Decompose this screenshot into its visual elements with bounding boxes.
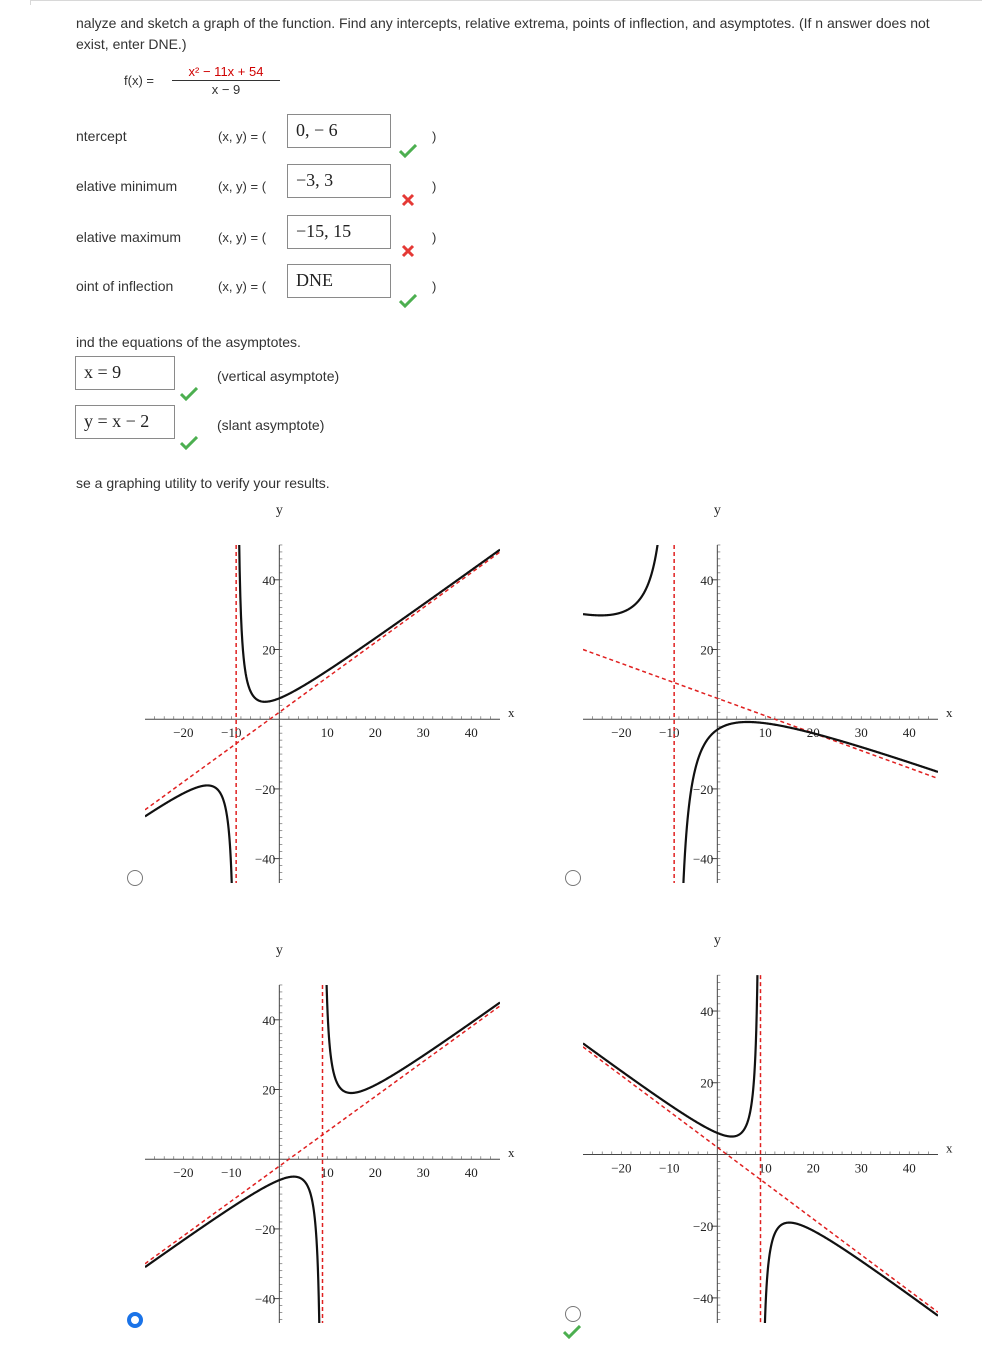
graph-option-c[interactable] [140, 938, 520, 1328]
asymptotes-prompt: ind the equations of the asymptotes. [76, 334, 301, 350]
row-label: ntercept [76, 128, 127, 144]
x-tick-label: 20 [368, 1165, 382, 1181]
y-tick-label: −20 [254, 1221, 276, 1237]
cross-icon [401, 193, 415, 207]
x-tick-label: −20 [173, 1165, 194, 1181]
check-icon [563, 1325, 581, 1339]
x-axis-label: x [946, 705, 953, 721]
y-tick-label: −20 [692, 781, 714, 797]
y-tick-label: −40 [254, 1291, 276, 1307]
frame-edge [30, 0, 982, 5]
x-tick-label: 40 [902, 725, 916, 741]
y-tick-label: 40 [262, 1012, 276, 1028]
x-tick-label: −20 [611, 725, 632, 741]
row-close-paren: ) [432, 279, 437, 294]
function-curve [236, 510, 500, 702]
row-xy-prefix: (x, y) = ( [218, 129, 267, 144]
x-tick-label: 40 [902, 1160, 916, 1176]
x-tick-label: −10 [221, 1165, 242, 1181]
y-tick-label: 40 [700, 1004, 714, 1020]
slant-asymptote-label: (slant asymptote) [217, 417, 325, 433]
function-label: f(x) = [124, 73, 154, 88]
cross-icon [401, 244, 415, 258]
function-numerator: x² − 11x + 54 [172, 64, 280, 81]
y-axis-label: y [275, 943, 283, 958]
y-axis-label: y [713, 933, 721, 948]
row-label: elative minimum [76, 178, 178, 194]
x-tick-label: 10 [320, 725, 334, 741]
radio-option-d[interactable] [565, 1306, 581, 1322]
answer-input[interactable]: −15, 15 [287, 215, 391, 249]
radio-option-a[interactable] [127, 870, 143, 886]
y-tick-label: 20 [262, 642, 276, 658]
x-tick-label: −20 [173, 725, 194, 741]
function-denominator: x − 9 [211, 82, 241, 97]
x-tick-label: 20 [806, 725, 820, 741]
function-curve [145, 1177, 322, 1328]
x-axis-label: x [508, 705, 515, 721]
question-prompt: nalyze and sketch a graph of the function. Find any intercepts, relative extrema, points of inflection, and asymptotes. (If n answer does not exist, enter DNE.) [76, 15, 930, 52]
row-xy-prefix: (x, y) = ( [218, 179, 267, 194]
graph-option-b[interactable] [578, 498, 958, 888]
y-tick-label: 20 [700, 1075, 714, 1091]
function-curve [761, 1223, 938, 1328]
check-icon [180, 436, 198, 450]
graph-option-a[interactable] [140, 498, 520, 888]
row-label: elative maximum [76, 229, 182, 245]
answer-input[interactable]: −3, 3 [287, 164, 391, 198]
y-axis-label: y [713, 503, 721, 518]
x-tick-label: −10 [221, 725, 242, 741]
slant-asymptote-line [583, 650, 938, 779]
y-tick-label: −40 [692, 851, 714, 867]
slant-asymptote-input[interactable]: y = x − 2 [75, 405, 175, 439]
check-icon [399, 294, 417, 308]
function-curve [323, 950, 500, 1093]
x-tick-label: 20 [806, 1160, 820, 1176]
x-tick-label: −20 [611, 1160, 632, 1176]
check-icon [399, 144, 417, 158]
x-tick-label: 30 [854, 725, 868, 741]
x-tick-label: 40 [464, 1165, 478, 1181]
answer-input[interactable]: 0, − 6 [287, 114, 391, 148]
radio-option-b[interactable] [565, 870, 581, 886]
x-tick-label: 10 [758, 1160, 772, 1176]
graph-option-d[interactable] [578, 928, 958, 1328]
check-icon [180, 387, 198, 401]
row-close-paren: ) [432, 179, 437, 194]
function-curve [674, 722, 938, 888]
x-tick-label: −10 [659, 725, 680, 741]
row-xy-prefix: (x, y) = ( [218, 279, 267, 294]
x-tick-label: 40 [464, 725, 478, 741]
y-tick-label: −40 [254, 851, 276, 867]
y-tick-label: 40 [262, 572, 276, 588]
y-tick-label: −40 [692, 1290, 714, 1306]
radio-option-c[interactable] [127, 1312, 143, 1328]
y-tick-label: −20 [692, 1219, 714, 1235]
verify-instruction: se a graphing utility to verify your results. [76, 475, 330, 491]
x-tick-label: 30 [416, 1165, 430, 1181]
x-tick-label: 10 [320, 1165, 334, 1181]
function-fraction [172, 64, 280, 97]
x-tick-label: 10 [758, 725, 772, 741]
answer-input[interactable]: DNE [287, 264, 391, 298]
slant-asymptote-line [145, 552, 500, 810]
y-tick-label: 20 [700, 642, 714, 658]
x-tick-label: −10 [659, 1160, 680, 1176]
vertical-asymptote-input[interactable]: x = 9 [75, 356, 175, 390]
function-curve [583, 510, 674, 615]
row-close-paren: ) [432, 230, 437, 245]
x-tick-label: 20 [368, 725, 382, 741]
x-axis-label: x [508, 1145, 515, 1161]
row-label: oint of inflection [76, 278, 174, 294]
y-tick-label: −20 [254, 781, 276, 797]
y-tick-label: 20 [262, 1082, 276, 1098]
function-curve [583, 939, 760, 1136]
row-close-paren: ) [432, 129, 437, 144]
x-tick-label: 30 [854, 1160, 868, 1176]
y-tick-label: 40 [700, 572, 714, 588]
vertical-asymptote-label: (vertical asymptote) [217, 368, 340, 384]
x-tick-label: 30 [416, 725, 430, 741]
x-axis-label: x [946, 1140, 953, 1156]
y-axis-label: y [275, 503, 283, 518]
row-xy-prefix: (x, y) = ( [218, 230, 267, 245]
